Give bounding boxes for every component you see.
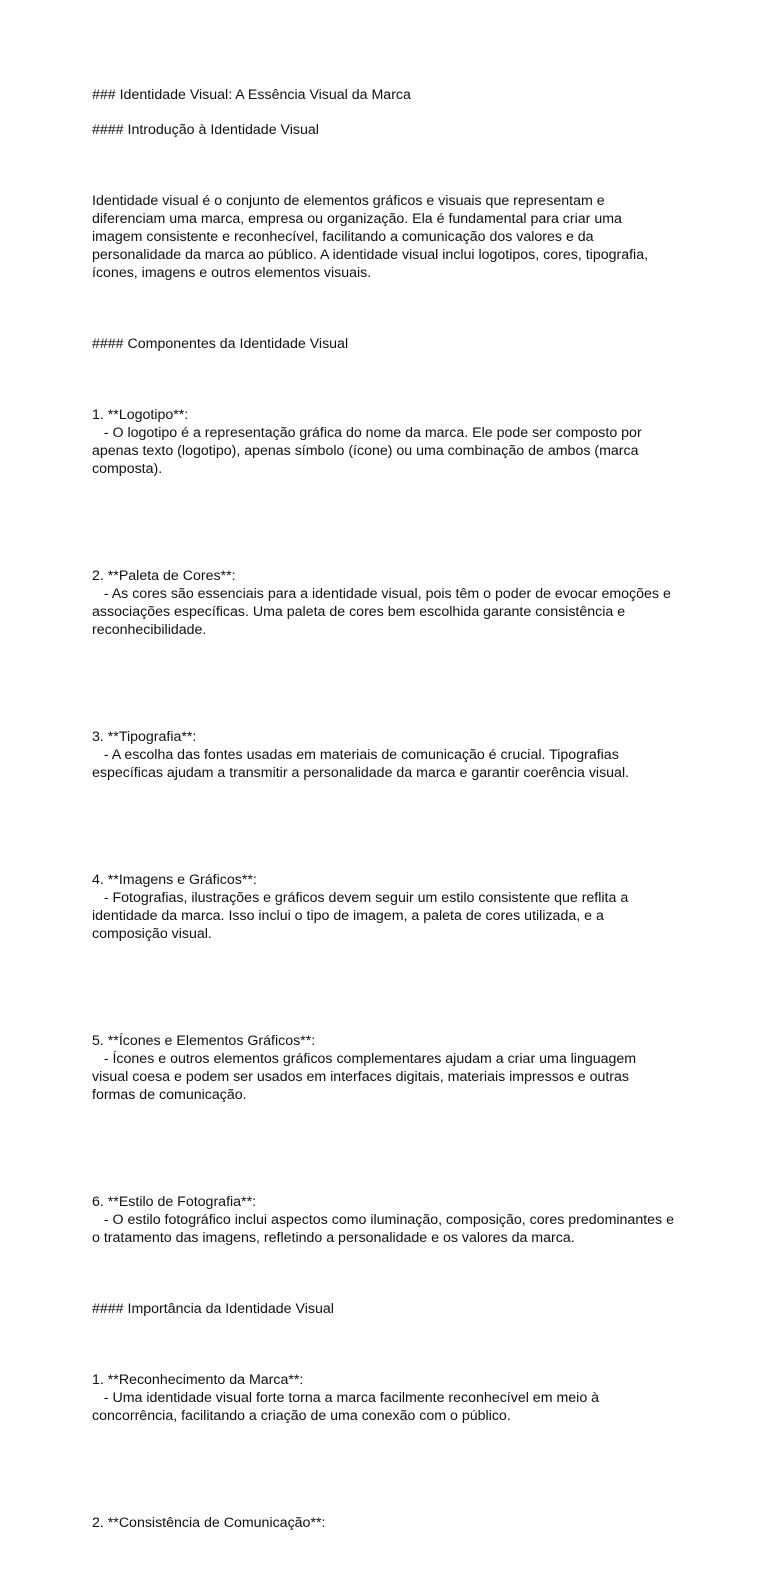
- component-line: formas de comunicação.: [92, 1087, 247, 1103]
- component-line: identidade da marca. Isso inclui o tipo de imagem, a paleta de cores utilizada, e a: [92, 908, 604, 924]
- component-item: [92, 1157, 682, 1283]
- component-title: 4. **Imagens e Gráficos**:: [92, 872, 257, 888]
- importance-item: [92, 1335, 682, 1461]
- intro-line: Identidade visual é o conjunto de elementos gráficos e visuais que representam e: [92, 193, 605, 209]
- component-item: [92, 531, 682, 675]
- component-line: específicas ajudam a transmitir a personalidade da marca e garantir coerência visual.: [92, 765, 630, 781]
- component-item: [92, 996, 682, 1140]
- component-title: 6. **Estilo de Fotografia**:: [92, 1194, 257, 1210]
- intro-line: imagem consistente e reconhecível, facilitando a comunicação dos valores e da: [92, 229, 594, 245]
- component-item: [92, 692, 682, 818]
- component-line: composta).: [92, 461, 163, 477]
- component-line: apenas texto (logotipo), apenas símbolo (ícone) ou uma combinação de ambos (marca: [92, 443, 639, 459]
- component-line: reconhecibilidade.: [92, 622, 207, 638]
- component-title: 1. **Logotipo**:: [92, 407, 189, 423]
- component-title: 2. **Paleta de Cores**:: [92, 568, 236, 584]
- component-line: - As cores são essenciais para a identidade visual, pois têm o poder de evocar emoções e: [92, 586, 671, 602]
- component-line: - Ícones e outros elementos gráficos complementares ajudam a criar uma linguagem: [92, 1051, 637, 1067]
- importance-line: - Uma identidade visual forte torna a marca facilmente reconhecível em meio à: [92, 1390, 600, 1406]
- document-page: [92, 86, 682, 1585]
- component-line: - Fotografias, ilustrações e gráficos devem seguir um estilo consistente que reflita a: [92, 890, 629, 906]
- importance-heading: #### Importância da Identidade Visual: [92, 1301, 334, 1317]
- component-title: 5. **Ícones e Elementos Gráficos**:: [92, 1033, 316, 1049]
- intro-line: diferenciam uma marca, empresa ou organização. Ela é fundamental para criar uma: [92, 211, 622, 227]
- component-line: o tratamento das imagens, refletindo a personalidade e os valores da marca.: [92, 1230, 575, 1246]
- component-line: associações específicas. Uma paleta de cores bem escolhida garante consistência e: [92, 604, 626, 620]
- component-line: - O estilo fotográfico inclui aspectos como iluminação, composição, cores predominantes e: [92, 1212, 674, 1228]
- component-item: [92, 370, 682, 514]
- importance-title: 1. **Reconhecimento da Marca**:: [92, 1372, 304, 1388]
- component-line: visual coesa e podem ser usados em interfaces digitais, materiais impressos e outras: [92, 1069, 630, 1085]
- components-heading: #### Componentes da Identidade Visual: [92, 336, 349, 352]
- component-line: composição visual.: [92, 926, 212, 942]
- intro-line: personalidade da marca ao público. A identidade visual inclui logotipos, cores, tipografia,: [92, 247, 649, 263]
- intro-heading: #### Introdução à Identidade Visual: [92, 122, 319, 138]
- component-line: - O logotipo é a representação gráfica do nome da marca. Ele pode ser composto por: [92, 425, 642, 441]
- component-item: [92, 835, 682, 979]
- intro-line: ícones, imagens e outros elementos visuais.: [92, 265, 372, 281]
- document-title: ### Identidade Visual: A Essência Visual da Marca: [92, 87, 411, 103]
- component-title: 3. **Tipografia**:: [92, 729, 197, 745]
- importance-line: concorrência, facilitando a criação de uma conexão com o público.: [92, 1408, 511, 1424]
- component-line: - A escolha das fontes usadas em materiais de comunicação é crucial. Tipografias: [92, 747, 619, 763]
- importance-title: 2. **Consistência de Comunicação**:: [92, 1515, 326, 1531]
- importance-item: [92, 1478, 682, 1568]
- intro-paragraph: [92, 156, 682, 318]
